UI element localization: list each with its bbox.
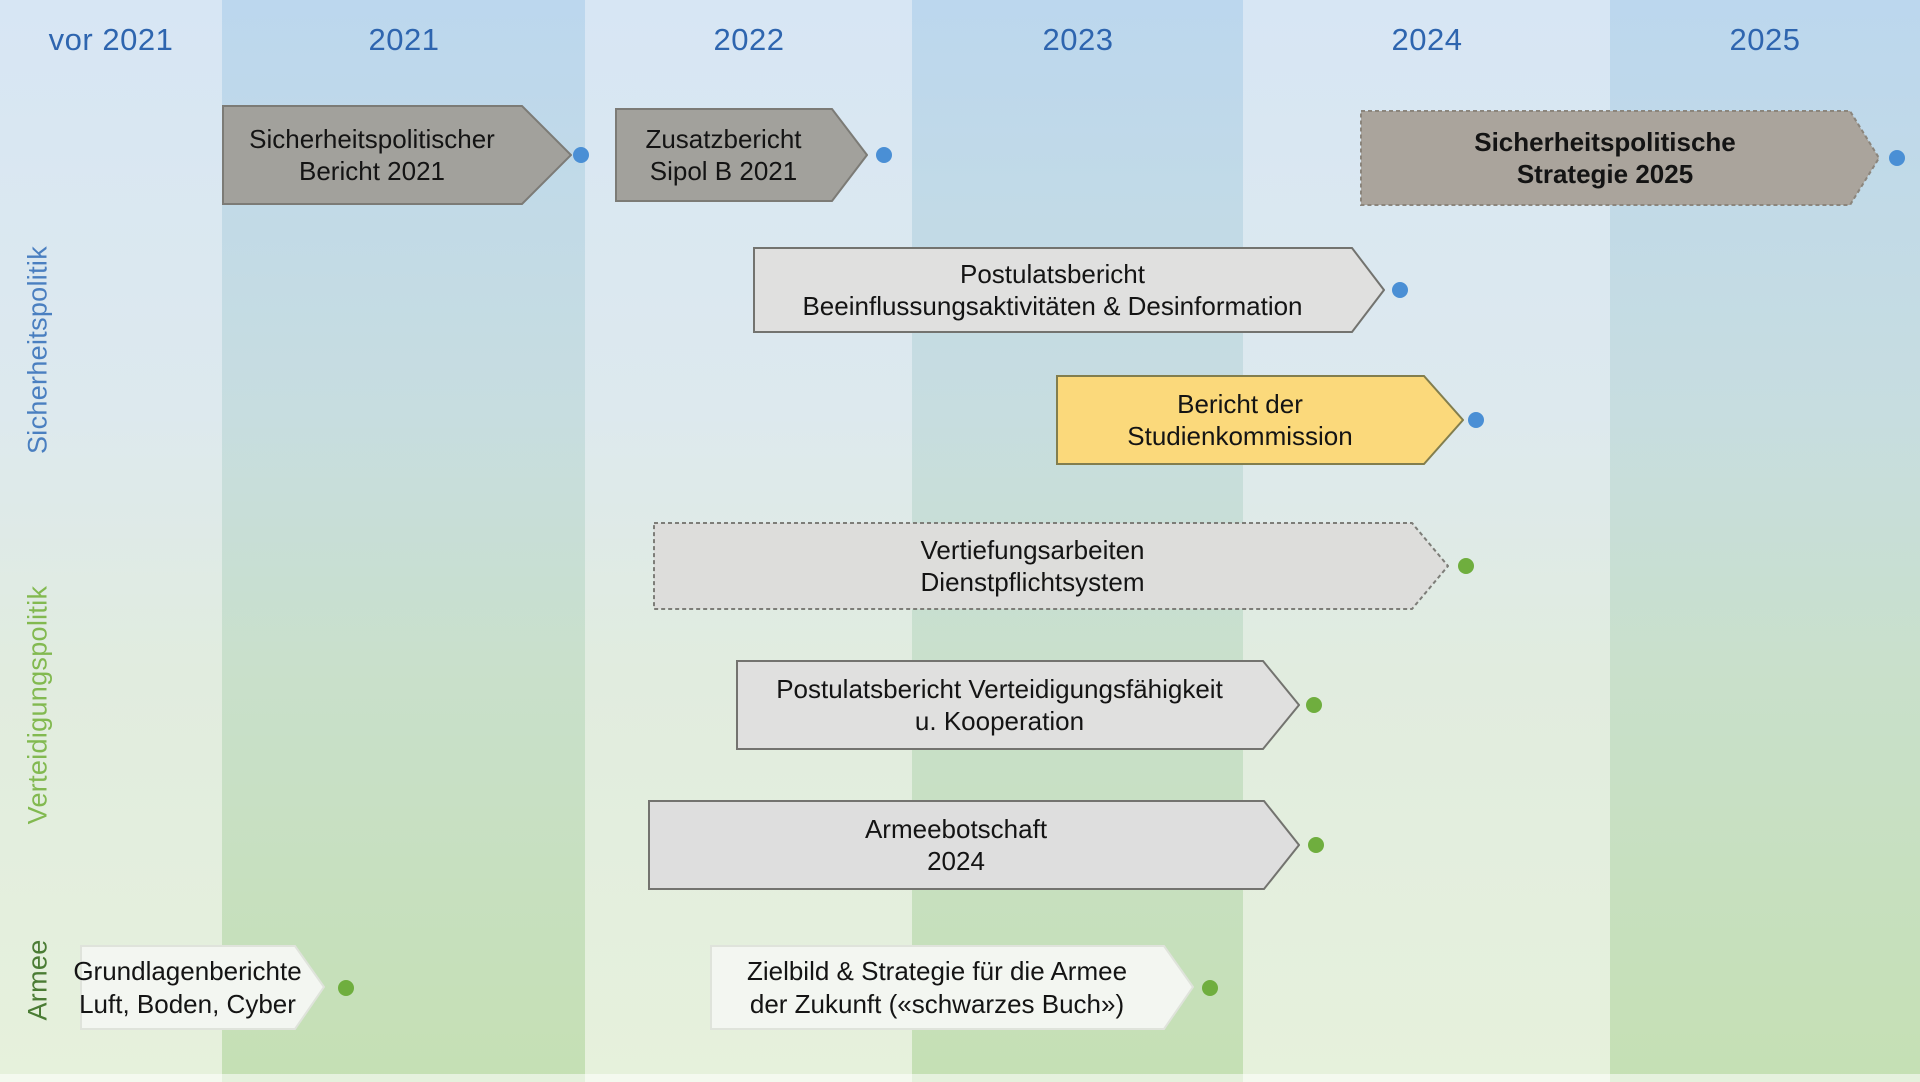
milestone-dot-blue: [875, 146, 893, 164]
lane-label-sicherheitspolitik: Sicherheitspolitik: [22, 246, 53, 454]
arrow-label: Armeebotschaft 2024: [864, 813, 1048, 876]
arrow-postulatsbericht-desinformation: [753, 247, 1385, 333]
arrow-label: Grundlagenberichte Luft, Boden, Cyber: [73, 956, 302, 1019]
arrow-postulatsbericht-verteidigungsfaehigkeit: [736, 660, 1300, 750]
arrow-zusatzbericht: [615, 108, 868, 202]
milestone-dot-green: [1457, 557, 1475, 575]
bottom-edge-fade: [0, 1074, 1920, 1082]
milestone-dot-green: [337, 979, 355, 997]
year-label-2022: 2022: [713, 22, 785, 57]
arrow-bericht-studienkommission: [1056, 375, 1464, 465]
band-vor-2021: [0, 0, 222, 1082]
arrow-label: Vertiefungsarbeiten Dienstpflichtsystem: [920, 534, 1145, 597]
milestone-dot-blue: [1467, 411, 1485, 429]
arrow-sipol-bericht-2021: [222, 105, 572, 205]
milestone-dot-blue: [1391, 281, 1409, 299]
arrow-sicherheitspolitische-strategie-2025: [1360, 110, 1880, 206]
arrow-grundlagenberichte: [73, 945, 325, 1030]
arrow-label: Sicherheitspolitischer Bericht 2021: [249, 123, 495, 186]
arrow-label: Zielbild & Strategie für die Armee der Zukunft («schwarzes Buch»): [746, 956, 1128, 1019]
milestone-dot-green: [1201, 979, 1219, 997]
year-label-vor-2021: vor 2021: [48, 22, 174, 57]
arrow-label: Zusatzbericht Sipol B 2021: [645, 123, 802, 186]
lane-label-armee: Armee: [22, 939, 53, 1021]
milestone-dot-blue: [1888, 149, 1906, 167]
milestone-dot-blue: [572, 146, 590, 164]
arrow-zielbild-strategie: [710, 945, 1194, 1030]
arrow-label: Bericht der Studienkommission: [1127, 388, 1353, 451]
arrow-label: Postulatsbericht Verteidigungsfähigkeit u. Kooperation: [776, 673, 1223, 736]
lane-label-verteidigungspolitik: Verteidigungspolitik: [22, 585, 53, 825]
year-label-2021: 2021: [368, 22, 440, 57]
year-label-2023: 2023: [1042, 22, 1114, 57]
arrow-label: Sicherheitspolitische Strategie 2025: [1474, 126, 1736, 189]
arrow-vertiefungsarbeiten: [653, 522, 1449, 610]
year-label-2024: 2024: [1391, 22, 1463, 57]
arrow-label: Postulatsbericht Beeinflussungsaktivitäten & Desinformation: [802, 258, 1303, 321]
milestone-dot-green: [1307, 836, 1325, 854]
milestone-dot-green: [1305, 696, 1323, 714]
year-label-2025: 2025: [1729, 22, 1801, 57]
arrow-armeebotschaft-2024: [648, 800, 1300, 890]
